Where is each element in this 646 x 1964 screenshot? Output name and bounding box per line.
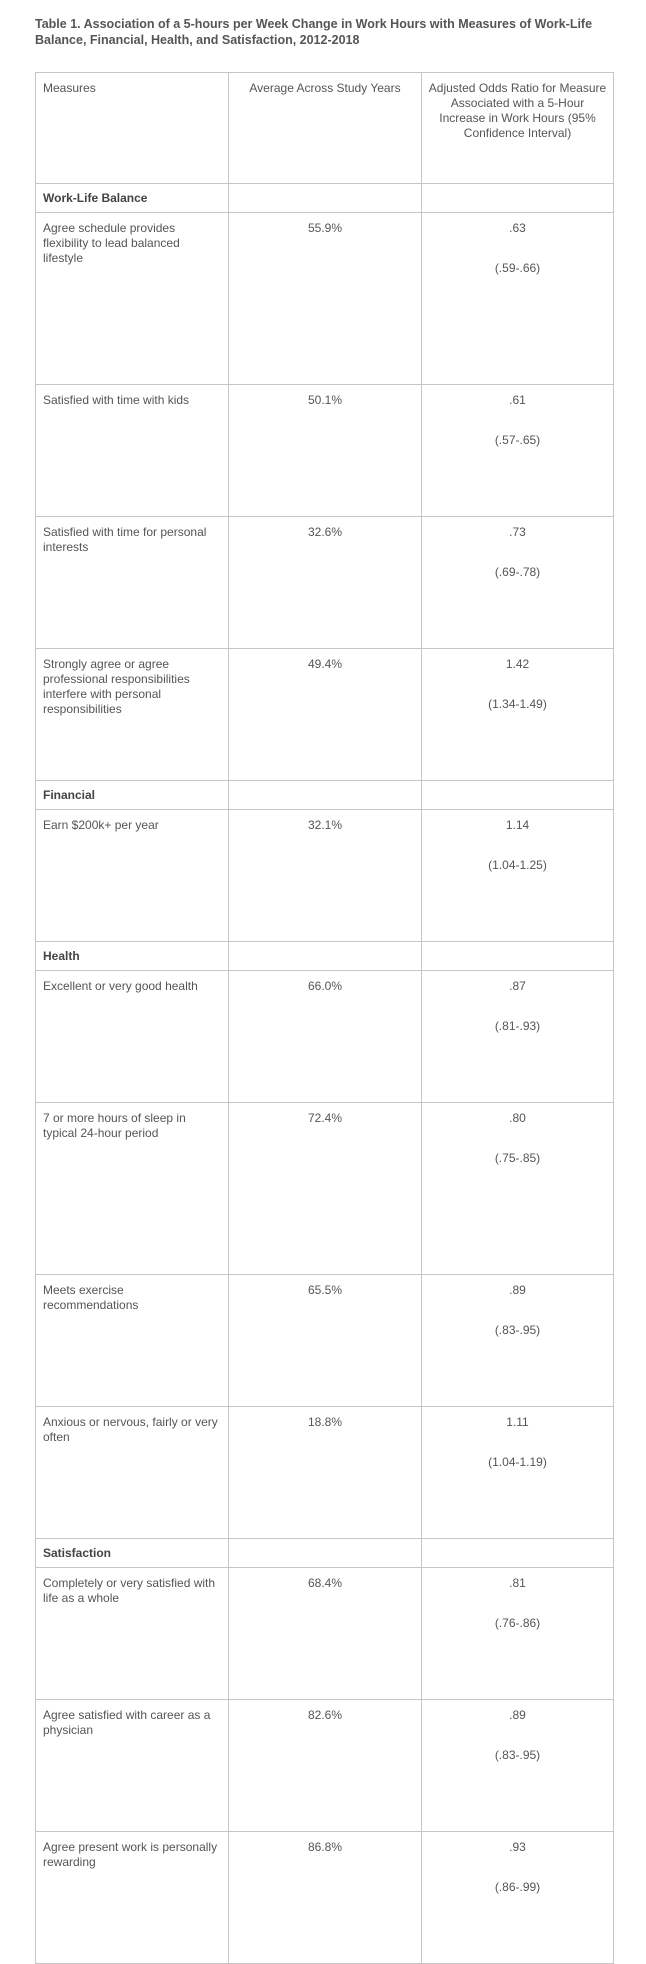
measure-cell: Agree present work is personally rewarding [36, 1832, 229, 1964]
section-row [36, 1539, 614, 1568]
odds-ratio-cell [422, 1407, 614, 1539]
odds-ratio-cell [422, 1275, 614, 1407]
average-cell: 68.4% [229, 1568, 422, 1700]
header-odds-ratio: Adjusted Odds Ratio for Measure Associated with a 5-Hour Increase in Work Hours (95% Confidence Interval) [422, 73, 614, 184]
odds-ratio-cell [422, 649, 614, 781]
confidence-interval: (1.34-1.49) [488, 697, 547, 711]
empty-cell [422, 942, 614, 971]
average-cell: 82.6% [229, 1700, 422, 1832]
section-label: Satisfaction [36, 1539, 229, 1568]
measure-cell: Meets exercise recommendations [36, 1275, 229, 1407]
average-cell: 49.4% [229, 649, 422, 781]
odds-ratio-cell [422, 517, 614, 649]
odds-ratio-value: .89 [509, 1283, 526, 1297]
measure-cell: Anxious or nervous, fairly or very often [36, 1407, 229, 1539]
empty-cell [422, 1539, 614, 1568]
section-label: Work-Life Balance [36, 184, 229, 213]
odds-ratio-cell [422, 1103, 614, 1275]
table-row [36, 1407, 614, 1539]
confidence-interval: (.75-.85) [494, 1151, 541, 1165]
confidence-interval: (.57-.65) [494, 433, 541, 447]
table-row [36, 213, 614, 385]
odds-ratio-cell [422, 1832, 614, 1964]
empty-cell [229, 781, 422, 810]
odds-ratio-value: 1.14 [505, 818, 530, 832]
odds-ratio-value: .87 [509, 979, 526, 993]
confidence-interval: (.86-.99) [494, 1880, 541, 1894]
odds-ratio-value: .63 [509, 221, 526, 235]
measure-cell: Agree satisfied with career as a physician [36, 1700, 229, 1832]
confidence-interval: (.81-.93) [494, 1019, 541, 1033]
empty-cell [422, 781, 614, 810]
table-row [36, 1103, 614, 1275]
header-measures: Measures [36, 73, 229, 184]
confidence-interval: (1.04-1.19) [488, 1455, 547, 1469]
average-cell: 18.8% [229, 1407, 422, 1539]
odds-ratio-value: .73 [509, 525, 526, 539]
measure-cell: Satisfied with time for personal interests [36, 517, 229, 649]
table-row [36, 649, 614, 781]
measure-cell: Completely or very satisfied with life as a whole [36, 1568, 229, 1700]
odds-ratio-cell [422, 213, 614, 385]
odds-ratio-value: .81 [509, 1576, 526, 1590]
table-row [36, 810, 614, 942]
section-row [36, 942, 614, 971]
measure-cell: 7 or more hours of sleep in typical 24-hour period [36, 1103, 229, 1275]
measure-cell: Excellent or very good health [36, 971, 229, 1103]
confidence-interval: (1.04-1.25) [488, 858, 547, 872]
measure-cell: Strongly agree or agree professional responsibilities interfere with personal responsibilities [36, 649, 229, 781]
confidence-interval: (.59-.66) [494, 261, 541, 275]
odds-ratio-value: 1.42 [505, 657, 530, 671]
measure-cell: Agree schedule provides flexibility to lead balanced lifestyle [36, 213, 229, 385]
table-header-row [36, 73, 614, 184]
odds-ratio-value: .89 [509, 1708, 526, 1722]
section-label: Financial [36, 781, 229, 810]
table-row [36, 971, 614, 1103]
average-cell: 32.1% [229, 810, 422, 942]
odds-ratio-value: .80 [509, 1111, 526, 1125]
confidence-interval: (.69-.78) [494, 565, 541, 579]
results-table [35, 72, 614, 1964]
section-row [36, 184, 614, 213]
table-row [36, 517, 614, 649]
odds-ratio-cell [422, 1568, 614, 1700]
empty-cell [229, 184, 422, 213]
empty-cell [229, 942, 422, 971]
average-cell: 66.0% [229, 971, 422, 1103]
table-row [36, 385, 614, 517]
table-title: Table 1. Association of a 5-hours per Week Change in Work Hours with Measures of Work-Life Balance, Financial, Health, and Satisfaction, 2012-2018 [35, 17, 593, 47]
section-label: Health [36, 942, 229, 971]
table-row [36, 1568, 614, 1700]
header-average: Average Across Study Years [229, 73, 422, 184]
odds-ratio-cell [422, 810, 614, 942]
table-body [36, 184, 614, 1964]
table-row [36, 1275, 614, 1407]
confidence-interval: (.83-.95) [494, 1748, 541, 1762]
empty-cell [422, 184, 614, 213]
section-row [36, 781, 614, 810]
confidence-interval: (.83-.95) [494, 1323, 541, 1337]
odds-ratio-cell [422, 385, 614, 517]
odds-ratio-cell [422, 1700, 614, 1832]
empty-cell [229, 1539, 422, 1568]
average-cell: 86.8% [229, 1832, 422, 1964]
table-row [36, 1700, 614, 1832]
average-cell: 55.9% [229, 213, 422, 385]
odds-ratio-cell [422, 971, 614, 1103]
average-cell: 32.6% [229, 517, 422, 649]
average-cell: 72.4% [229, 1103, 422, 1275]
odds-ratio-value: .61 [509, 393, 526, 407]
average-cell: 50.1% [229, 385, 422, 517]
measure-cell: Earn $200k+ per year [36, 810, 229, 942]
measure-cell: Satisfied with time with kids [36, 385, 229, 517]
average-cell: 65.5% [229, 1275, 422, 1407]
odds-ratio-value: .93 [509, 1840, 526, 1854]
table-row [36, 1832, 614, 1964]
confidence-interval: (.76-.86) [494, 1616, 541, 1630]
odds-ratio-value: 1.11 [506, 1415, 529, 1429]
